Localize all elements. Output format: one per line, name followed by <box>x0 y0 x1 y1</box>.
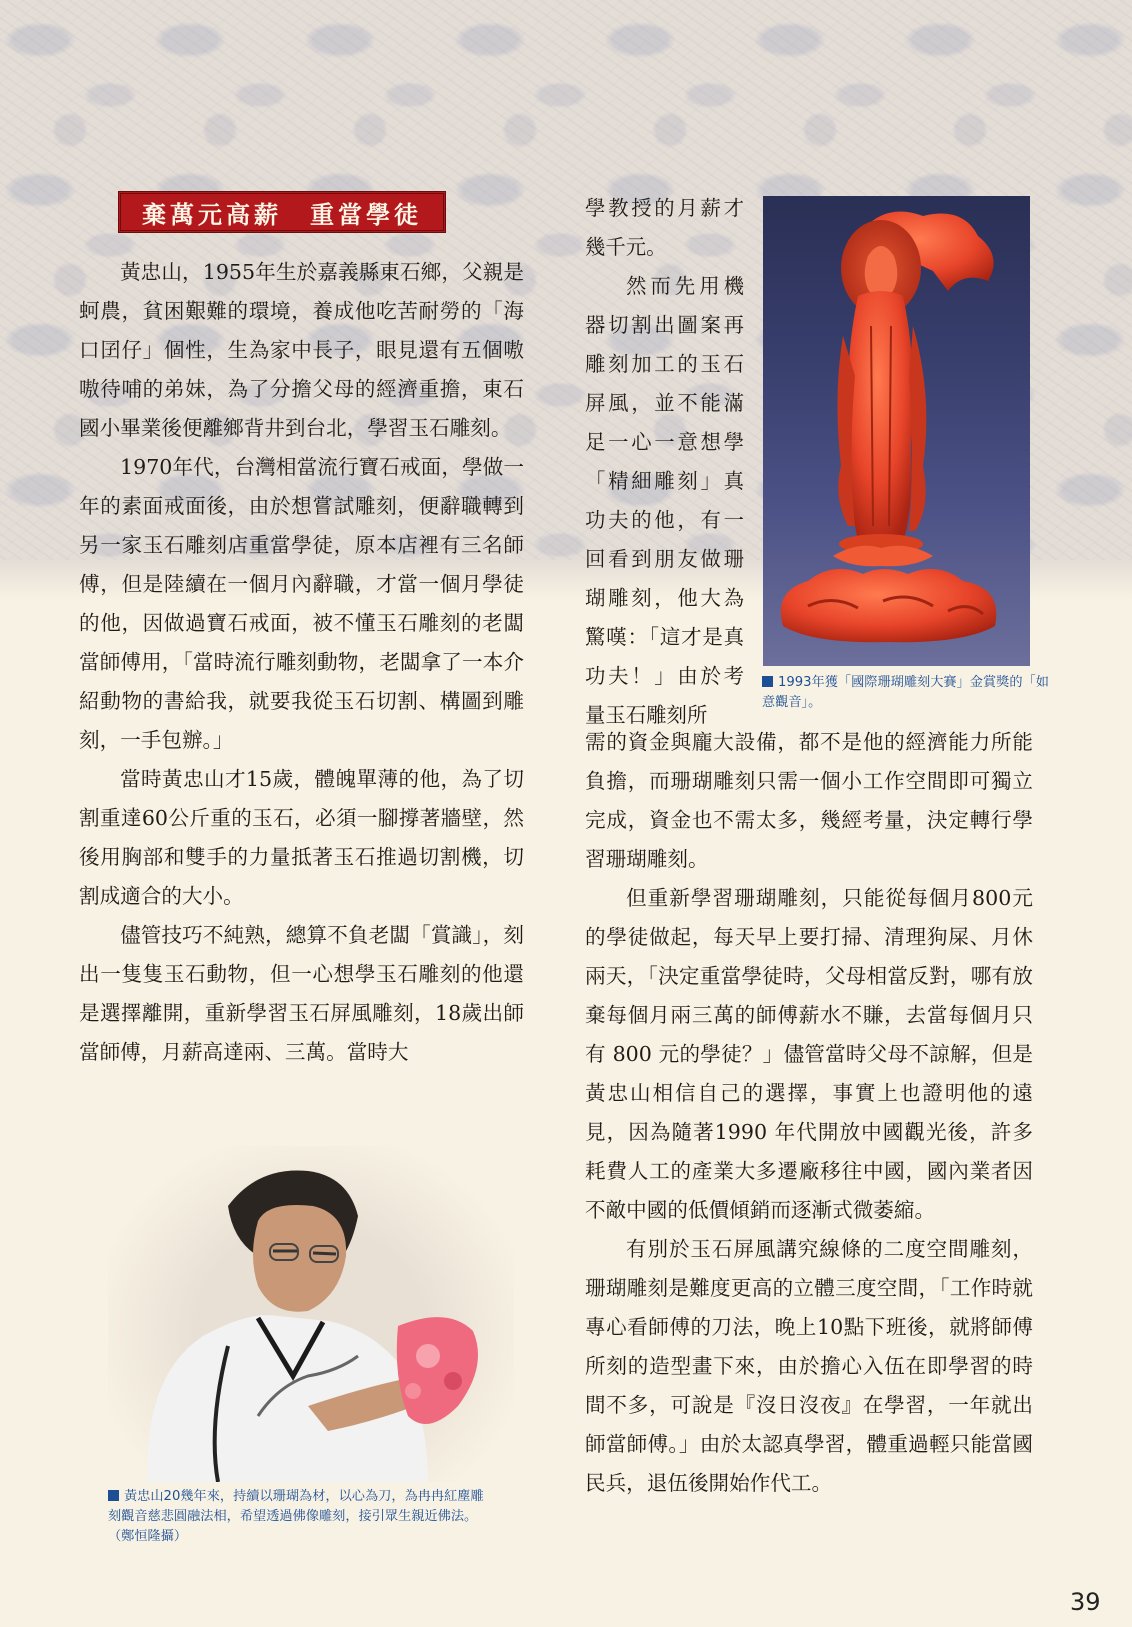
left-text-column <box>79 253 524 1072</box>
paragraph: 需的資金與龐大設備，都不是他的經濟能力所能負擔，而珊瑚雕刻只需一個小工作空間即可獨立完成，資金也不需太多，幾經考量，決定轉行學習珊瑚雕刻。 <box>585 730 1033 871</box>
caption-square-icon <box>108 1490 119 1501</box>
paragraph: 當時黃忠山才15歲，體魄單薄的他，為了切割重達60公斤重的玉石，必須一腳撐著牆壁，然後用胸部和雙手的力量抵著玉石推過切割機，切割成適合的大小。 <box>79 767 524 908</box>
caption-text: 1993年獲「國際珊瑚雕刻大賽」金賞獎的「如意觀音」。 <box>762 675 1049 710</box>
caption-square-icon <box>762 676 773 687</box>
carver-illustration <box>108 1146 514 1482</box>
carver-photo-caption <box>108 1487 488 1547</box>
right-bottom-text-column <box>585 723 1033 1503</box>
paragraph: 但重新學習珊瑚雕刻，只能從每個月800元的學徒做起，每天早上要打掃、清理狗屎、月休兩天，「決定重當學徒時，父母相當反對，哪有放棄每個月兩三萬的師傅薪水不賺，去當每個月只有 800 元的學徒？」儘管當時父母不諒解，但是黃忠山相信自己的選擇，事實上也證明他的遠見，因為隨著1990 年代開放中國觀光後，許多耗費人工的產業大多遷廠移往中國，國內業者因不敵中國的低價傾銷而逐漸式微萎縮。 <box>585 886 1033 1222</box>
page-number: 39 <box>1070 1588 1101 1616</box>
carver-at-work-photo <box>108 1146 514 1482</box>
paragraph: 然而先用機器切割出圖案再雕刻加工的玉石屏風，並不能滿足一心一意想學「精細雕刻」真功夫的他，有一回看到朋友做珊瑚雕刻，他大為驚嘆：「這才是真功夫！」由於考量玉石雕刻所 <box>585 274 744 727</box>
section-heading: 棄萬元高薪 重當學徒 <box>118 191 446 233</box>
paragraph: 黃忠山，1955年生於嘉義縣東石鄉，父親是蚵農，貧困艱難的環境，養成他吃苦耐勞的「海口囝仔」個性，生為家中長子，眼見還有五個嗷嗷待哺的弟妹，為了分擔父母的經濟重擔，東石國小畢業後便離鄉背井到台北，學習玉石雕刻。 <box>79 260 524 440</box>
coral-statue-illustration <box>763 196 1030 666</box>
paragraph: 儘管技巧不純熟，總算不負老闆「賞識」，刻出一隻隻玉石動物，但一心想學玉石雕刻的他還是選擇離開，重新學習玉石屏風雕刻，18歲出師當師傅，月薪高達兩、三萬。當時大 <box>79 923 524 1064</box>
paragraph: 有別於玉石屏風講究線條的二度空間雕刻，珊瑚雕刻是難度更高的立體三度空間，「工作時就專心看師傅的刀法，晚上10點下班後，就將師傅所刻的造型畫下來，由於擔心入伍在即學習的時間不多，可說是『沒日沒夜』在學習，一年就出師當師傅。」由於太認真學習，體重過輕只能當國民兵，退伍後開始作代工。 <box>585 1237 1033 1495</box>
right-top-text-column <box>585 189 744 735</box>
coral-guanyin-statue-photo <box>763 196 1030 666</box>
caption-text: 黃忠山20幾年來，持續以珊瑚為材，以心為刀，為冉冉紅塵雕刻觀音慈悲圓融法相，希望透過佛像雕刻，接引眾生親近佛法。（鄭恒隆攝） <box>108 1489 484 1544</box>
paragraph: 學教授的月薪才幾千元。 <box>585 196 744 259</box>
paragraph: 1970年代，台灣相當流行寶石戒面，學做一年的素面戒面後，由於想嘗試雕刻，便辭職轉到另一家玉石雕刻店重當學徒，原本店裡有三名師傅，但是陸續在一個月內辭職，才當一個月學徒的他，因做過寶石戒面，被不懂玉石雕刻的老闆當師傅用，「當時流行雕刻動物，老闆拿了一本介紹動物的書給我，就要我從玉石切割、構圖到雕刻，一手包辦。」 <box>79 455 524 752</box>
statue-photo-caption <box>762 673 1052 713</box>
